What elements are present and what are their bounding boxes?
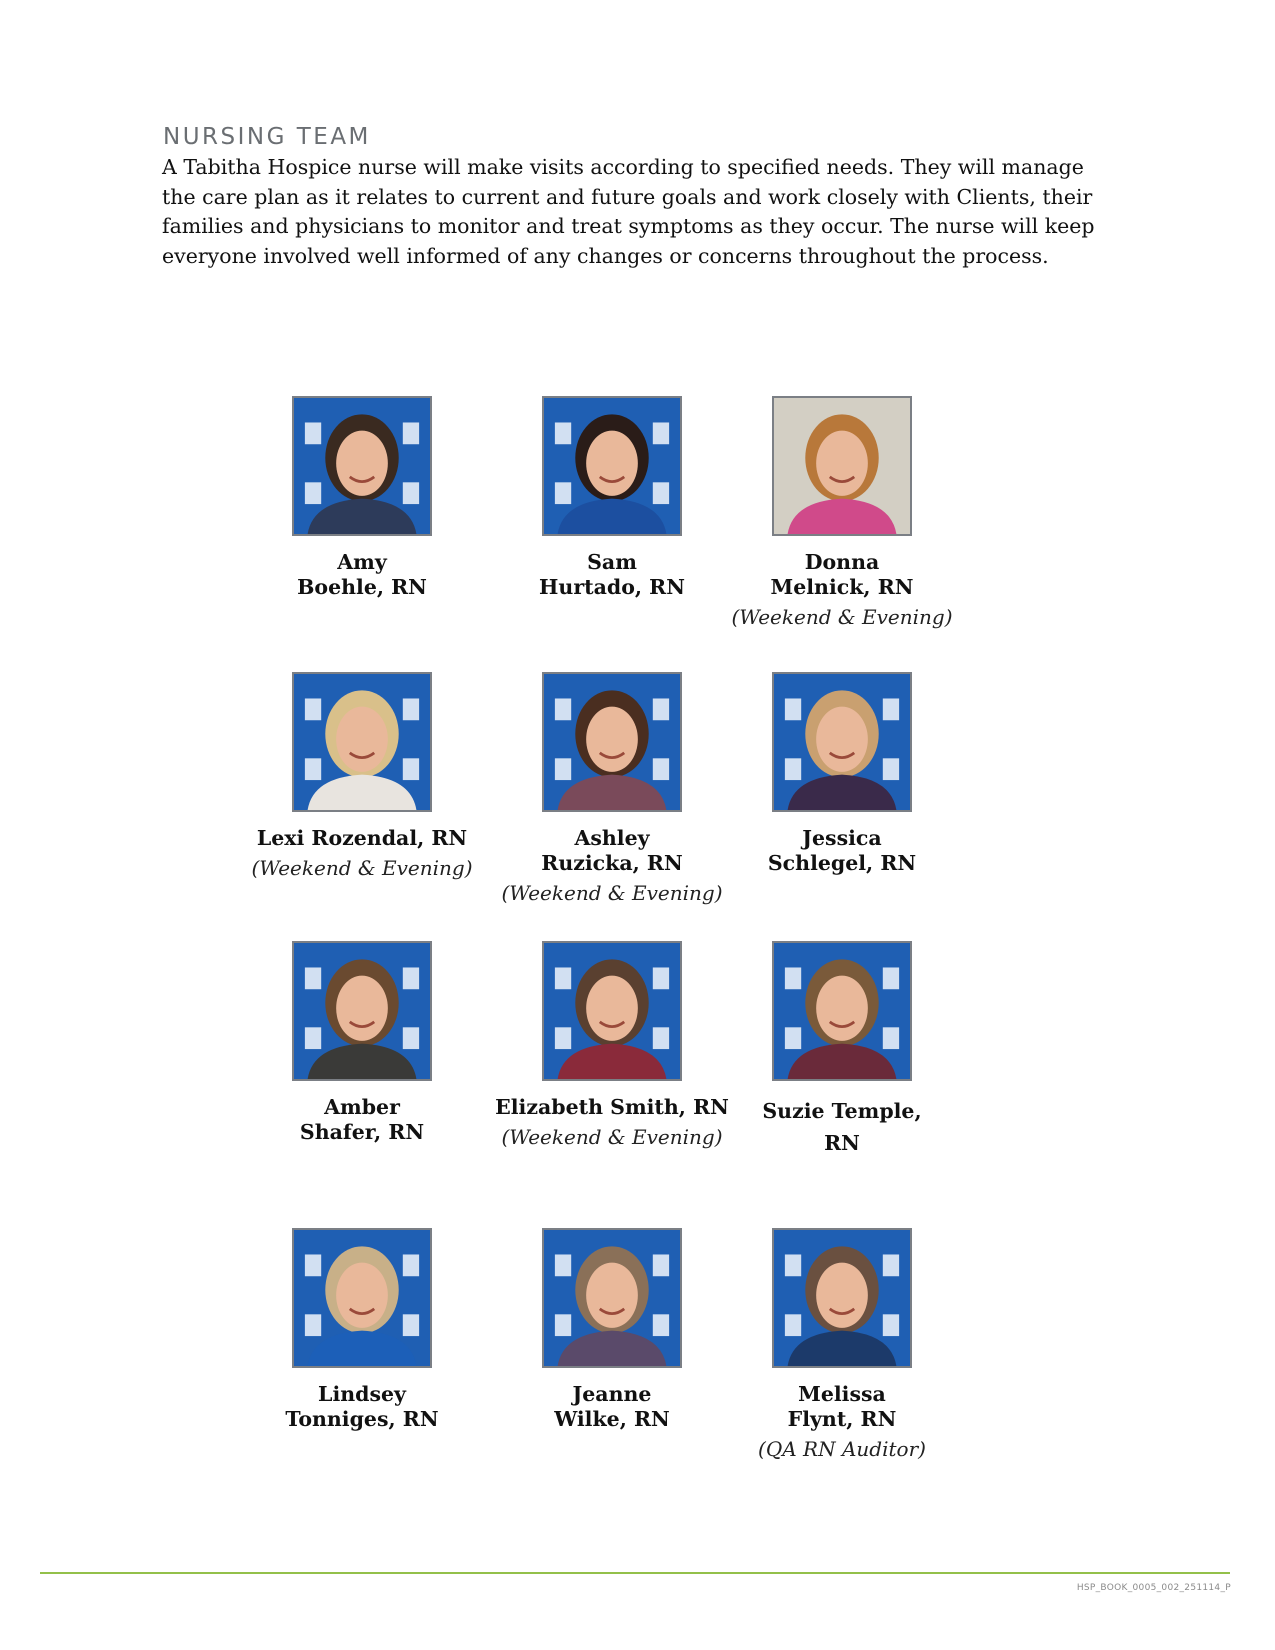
portrait-shoulders — [308, 775, 417, 810]
backdrop-logo-mark — [785, 967, 801, 989]
portrait-face — [816, 1263, 868, 1328]
backdrop-logo-mark — [555, 758, 571, 780]
member-name: Sam Hurtado, RN — [539, 550, 685, 599]
backdrop-logo-mark — [305, 1027, 321, 1049]
member-name: Lindsey Tonniges, RN — [285, 1382, 439, 1431]
member-photo — [292, 1228, 432, 1368]
team-member-donna-melnick — [712, 396, 972, 630]
backdrop-logo-mark — [555, 422, 571, 444]
backdrop-logo-mark — [403, 698, 419, 720]
portrait-shoulders — [308, 1331, 417, 1366]
portrait-shoulders — [558, 499, 667, 534]
member-photo — [772, 941, 912, 1081]
member-name: Lexi Rozendal, RN — [256, 826, 468, 850]
backdrop-logo-mark — [653, 967, 669, 989]
backdrop-logo-mark — [555, 482, 571, 504]
backdrop-logo-mark — [555, 1314, 571, 1336]
portrait-shoulders — [788, 1331, 897, 1366]
member-name: Donna Melnick, RN — [770, 550, 914, 599]
portrait-shoulders — [788, 775, 897, 810]
portrait-placeholder — [774, 398, 910, 534]
portrait-placeholder — [544, 398, 680, 534]
member-role: (Weekend & Evening) — [251, 856, 473, 880]
member-photo — [772, 396, 912, 536]
backdrop-logo-mark — [883, 698, 899, 720]
backdrop-logo-mark — [555, 967, 571, 989]
document-code: HSP_BOOK_0005_002_251114_P — [1076, 1583, 1231, 1593]
backdrop-logo-mark — [555, 1027, 571, 1049]
member-name: Ashley Ruzicka, RN — [541, 826, 683, 875]
backdrop-logo-mark — [785, 758, 801, 780]
member-name: Suzie Temple, RN — [762, 1099, 922, 1155]
portrait-placeholder — [294, 1230, 430, 1366]
backdrop-logo-mark — [403, 758, 419, 780]
portrait-placeholder — [544, 943, 680, 1079]
backdrop-logo-mark — [785, 1314, 801, 1336]
portrait-face — [336, 1263, 388, 1328]
backdrop-logo-mark — [653, 698, 669, 720]
member-name: Amber Shafer, RN — [299, 1095, 425, 1144]
backdrop-logo-mark — [403, 422, 419, 444]
team-member-lexi-rozendal — [232, 672, 492, 881]
portrait-face — [816, 707, 868, 772]
backdrop-logo-mark — [305, 422, 321, 444]
backdrop-logo-mark — [305, 1314, 321, 1336]
portrait-shoulders — [788, 499, 897, 534]
member-role: (Weekend & Evening) — [731, 605, 953, 629]
section-title: NURSING TEAM — [163, 124, 371, 150]
member-photo — [542, 672, 682, 812]
team-member-melissa-flynt — [712, 1228, 972, 1462]
portrait-placeholder — [774, 1230, 910, 1366]
member-photo — [772, 672, 912, 812]
portrait-shoulders — [558, 775, 667, 810]
portrait-shoulders — [788, 1044, 897, 1079]
backdrop-logo-mark — [883, 1027, 899, 1049]
backdrop-logo-mark — [653, 1027, 669, 1049]
footer-divider — [40, 1572, 1230, 1574]
backdrop-logo-mark — [555, 1254, 571, 1276]
portrait-shoulders — [308, 499, 417, 534]
portrait-face — [816, 431, 868, 496]
team-member-jeanne-wilke — [482, 1228, 742, 1432]
member-photo — [542, 396, 682, 536]
team-member-sam-hurtado — [482, 396, 742, 600]
member-role: (Weekend & Evening) — [501, 1125, 723, 1149]
portrait-face — [586, 707, 638, 772]
backdrop-logo-mark — [403, 1254, 419, 1276]
portrait-placeholder — [774, 674, 910, 810]
backdrop-logo-mark — [653, 1254, 669, 1276]
member-photo — [292, 672, 432, 812]
team-member-jessica-schlegel — [712, 672, 972, 876]
portrait-face — [336, 431, 388, 496]
portrait-face — [336, 976, 388, 1041]
backdrop-logo-mark — [555, 698, 571, 720]
member-role: (QA RN Auditor) — [758, 1437, 926, 1461]
portrait-placeholder — [544, 1230, 680, 1366]
backdrop-logo-mark — [653, 758, 669, 780]
portrait-face — [336, 707, 388, 772]
member-name: Amy Boehle, RN — [297, 550, 427, 599]
portrait-shoulders — [558, 1331, 667, 1366]
backdrop-logo-mark — [403, 482, 419, 504]
team-member-elizabeth-smith — [482, 941, 742, 1150]
member-photo — [542, 1228, 682, 1368]
intro-paragraph: A Tabitha Hospice nurse will make visits according to specified needs. They will manage the care plan as it relates to current and future goals and work closely with Clients, their families and physicians to monitor and treat symptoms as they occur. The nurse will keep everyone involved well informed of any changes or concerns throughout the process. — [162, 155, 1095, 268]
member-name: Jessica Schlegel, RN — [767, 826, 917, 875]
backdrop-logo-mark — [653, 1314, 669, 1336]
backdrop-logo-mark — [785, 1254, 801, 1276]
backdrop-logo-mark — [305, 1254, 321, 1276]
member-name: Jeanne Wilke, RN — [554, 1382, 670, 1431]
portrait-placeholder — [774, 943, 910, 1079]
backdrop-logo-mark — [305, 758, 321, 780]
member-photo — [772, 1228, 912, 1368]
backdrop-logo-mark — [653, 422, 669, 444]
backdrop-logo-mark — [785, 698, 801, 720]
backdrop-logo-mark — [305, 967, 321, 989]
backdrop-logo-mark — [883, 1254, 899, 1276]
portrait-placeholder — [294, 943, 430, 1079]
backdrop-logo-mark — [403, 1314, 419, 1336]
portrait-shoulders — [558, 1044, 667, 1079]
portrait-face — [816, 976, 868, 1041]
portrait-placeholder — [294, 674, 430, 810]
member-name: Melissa Flynt, RN — [787, 1382, 897, 1431]
portrait-shoulders — [308, 1044, 417, 1079]
portrait-face — [586, 1263, 638, 1328]
backdrop-logo-mark — [653, 482, 669, 504]
member-photo — [292, 396, 432, 536]
portrait-face — [586, 431, 638, 496]
portrait-placeholder — [294, 398, 430, 534]
backdrop-logo-mark — [305, 698, 321, 720]
backdrop-logo-mark — [785, 1027, 801, 1049]
team-member-suzie-temple — [712, 941, 972, 1159]
portrait-face — [586, 976, 638, 1041]
backdrop-logo-mark — [403, 967, 419, 989]
team-member-lindsey-tonniges — [232, 1228, 492, 1432]
member-photo — [292, 941, 432, 1081]
member-photo — [542, 941, 682, 1081]
member-role: (Weekend & Evening) — [501, 881, 723, 905]
backdrop-logo-mark — [883, 1314, 899, 1336]
portrait-placeholder — [544, 674, 680, 810]
team-member-ashley-ruzicka — [482, 672, 742, 906]
backdrop-logo-mark — [883, 967, 899, 989]
backdrop-logo-mark — [883, 758, 899, 780]
backdrop-logo-mark — [403, 1027, 419, 1049]
team-member-amy-boehle — [232, 396, 492, 600]
team-member-amber-shafer — [232, 941, 492, 1145]
backdrop-logo-mark — [305, 482, 321, 504]
member-name: Elizabeth Smith, RN — [495, 1095, 729, 1119]
